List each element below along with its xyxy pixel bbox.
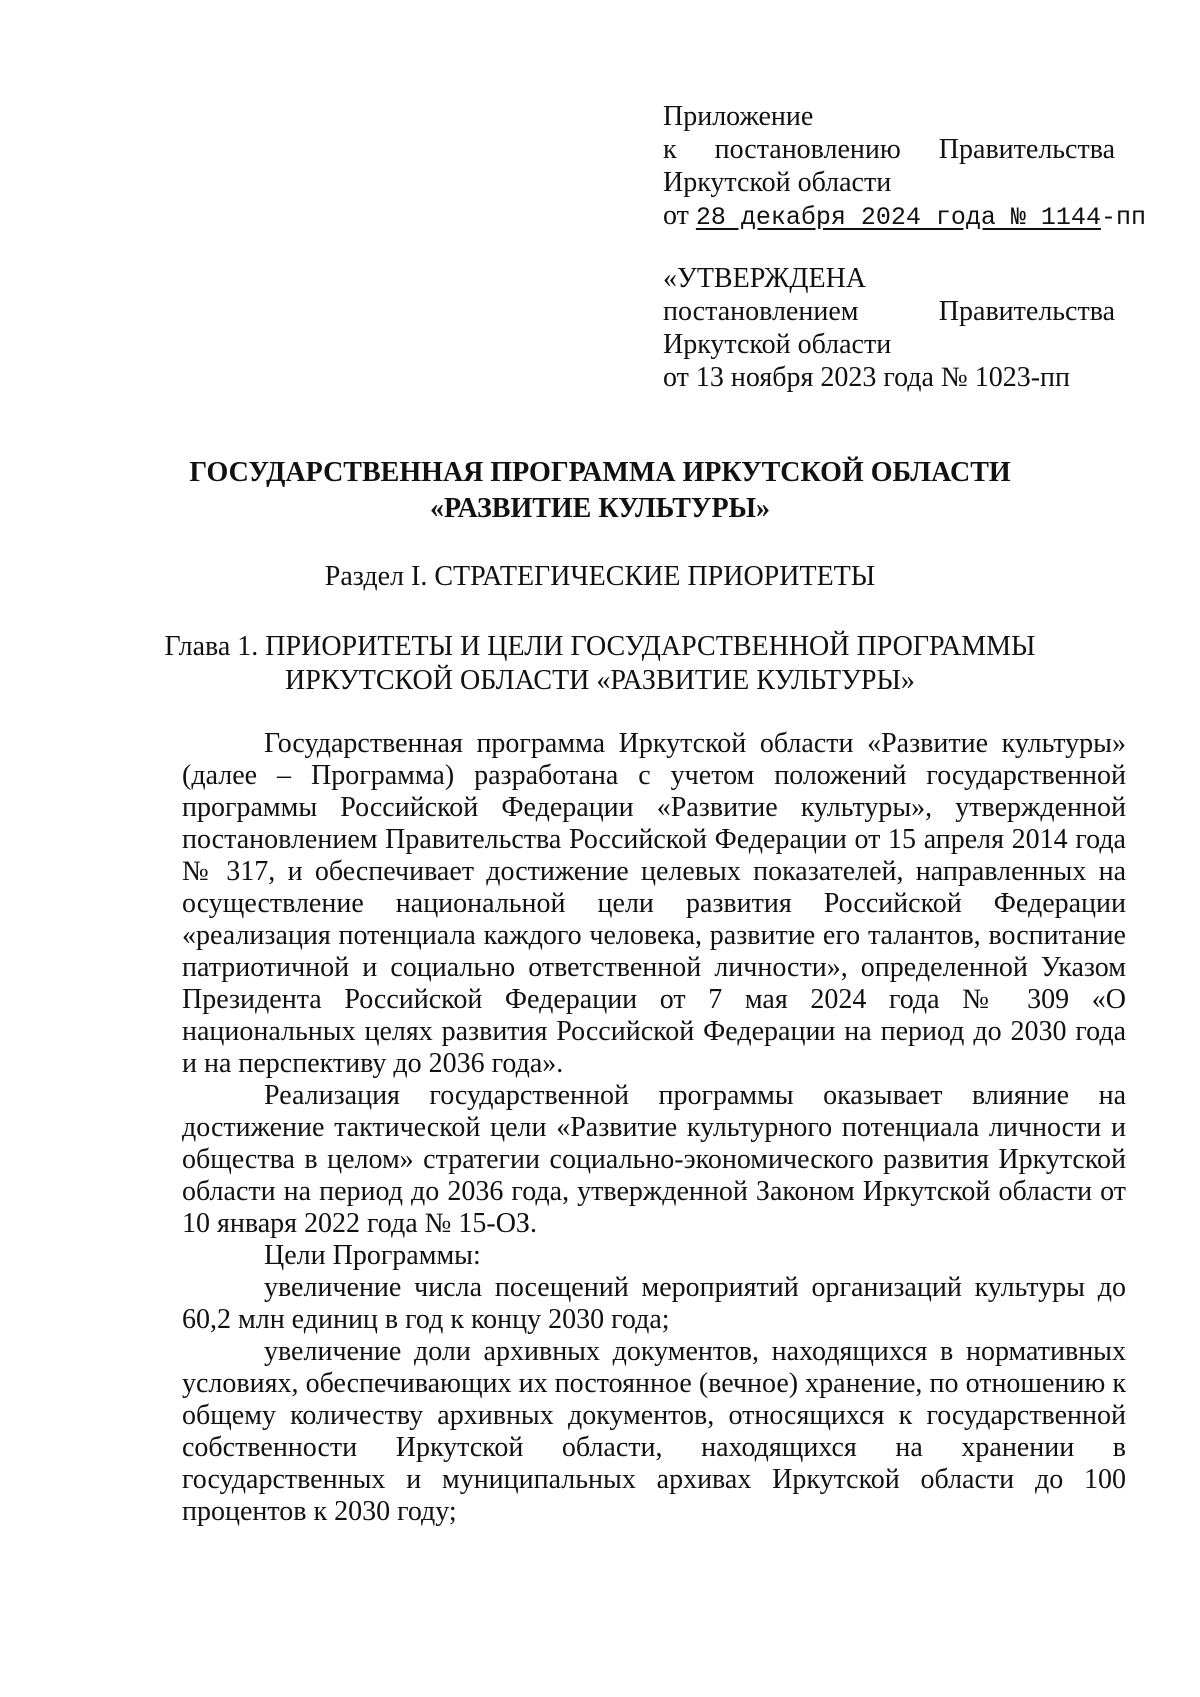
appendix-government: Правительства	[938, 134, 1115, 165]
approved-government: Правительства	[938, 296, 1115, 327]
title-line-1: ГОСУДАРСТВЕННАЯ ПРОГРАММА ИРКУТСКОЙ ОБЛАСТИ	[189, 457, 1011, 488]
paragraph: Государственная программа Иркутской области «Развитие культуры» (далее – Программа) разработана с учетом положений государственной программы Российской Федерации «Развитие культуры», утвержденной постановлением Правительства Российской Федерации от 15 апреля 2014 года № 317, и обеспечивает достижение целевых показателей, направленных на осуществление национальной цели развития Российской Федерации «реализация потенциала каждого человека, развитие его талантов, воспитание патриотичной и социально ответственной личности», определенной Указом Президента Российской Федерации от 7 мая 2024 года № 309 «О национальных целях развития Российской Федерации на период до 2030 года и на перспективу до 2036 года».	[182, 728, 1126, 1079]
appendix-block	[663, 100, 1146, 234]
document-title	[100, 455, 1100, 527]
chapter-heading-line-2: ИРКУТСКОЙ ОБЛАСТИ «РАЗВИТИЕ КУЛЬТУРЫ»	[285, 665, 915, 696]
chapter-heading	[100, 630, 1100, 698]
paragraph: Цели Программы:	[264, 1240, 481, 1271]
paragraph: увеличение доли архивных документов, находящихся в нормативных условиях, обеспечивающих их постоянное (вечное) хранение, по отношению к общему количеству архивных документов, относящихся к государственной собственности Иркутской области, находящихся на хранении в государственных и муниципальных архивах Иркутской области до 100 процентов к 2030 году;	[182, 1336, 1126, 1527]
paragraph: Реализация государственной программы оказывает влияние на достижение тактической цели «Развитие культурного потенциала личности и общества в целом» стратегии социально-экономического развития Иркутской области на период до 2036 года, утвержденной Законом Иркутской области от 10 января 2022 года № 15-ОЗ.	[182, 1080, 1126, 1239]
approved-resolution: постановлением	[663, 296, 859, 327]
appendix-date-filled: 28 декабря 2024 года № 1144	[695, 203, 1101, 232]
appendix-to: к	[663, 134, 677, 165]
appendix-date-prefix: от	[663, 200, 689, 231]
section-heading: Раздел I. СТРАТЕГИЧЕСКИЕ ПРИОРИТЕТЫ	[324, 561, 876, 592]
appendix-label: Приложение	[663, 101, 814, 132]
title-line-2: «РАЗВИТИЕ КУЛЬТУРЫ»	[429, 493, 771, 524]
approved-resolution-line	[663, 295, 1115, 328]
appendix-resolution: постановлению	[714, 134, 901, 165]
approved-date: от 13 ноября 2023 года № 1023-пп	[663, 362, 1070, 393]
approved-block	[663, 262, 1123, 394]
appendix-date-line	[663, 199, 1146, 234]
approved-label: «УТВЕРЖДЕНА	[663, 263, 867, 294]
approved-region: Иркутской области	[663, 329, 892, 360]
document-body	[182, 728, 1126, 1528]
paragraph: увеличение числа посещений мероприятий организаций культуры до 60,2 млн единиц в год к концу 2030 года;	[182, 1272, 1126, 1335]
appendix-region: Иркутской области	[663, 167, 892, 198]
appendix-resolution-line	[663, 133, 1115, 166]
chapter-heading-line-1: Глава 1. ПРИОРИТЕТЫ И ЦЕЛИ ГОСУДАРСТВЕННОЙ ПРОГРАММЫ	[164, 631, 1036, 662]
appendix-date-suffix: -пп	[1100, 203, 1146, 232]
